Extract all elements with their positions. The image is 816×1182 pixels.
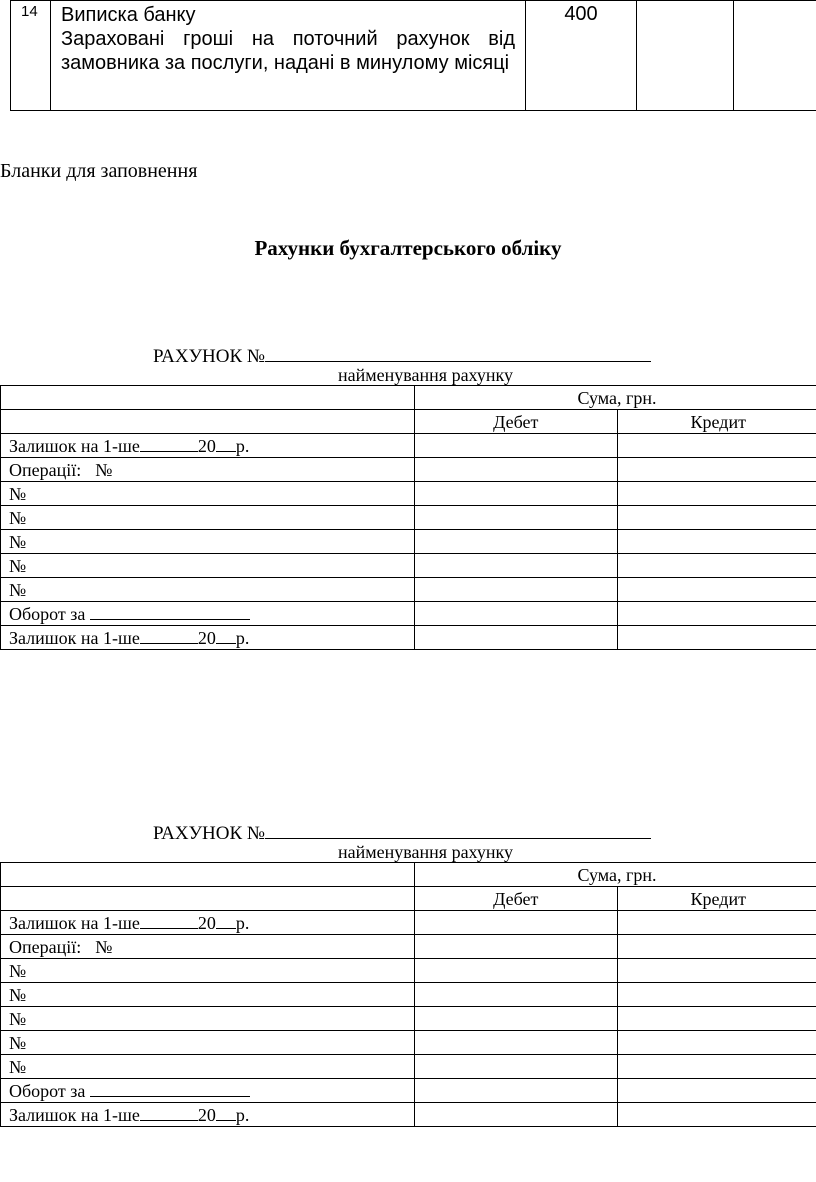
credit-cell[interactable] <box>617 530 816 554</box>
header-empty-cell <box>1 410 415 434</box>
table-row <box>1 386 816 410</box>
credit-cell[interactable] <box>617 578 816 602</box>
debit-header: Дебет <box>415 410 618 434</box>
table-row <box>1 578 816 602</box>
header-empty-cell <box>1 386 415 410</box>
debit-cell[interactable] <box>415 626 618 650</box>
transactions-table <box>10 0 816 111</box>
debit-cell[interactable] <box>415 434 618 458</box>
ledger-table <box>0 385 816 650</box>
ledger-table <box>0 862 816 1127</box>
debit-cell[interactable] <box>415 578 618 602</box>
row-number: 14 <box>11 1 51 111</box>
credit-cell[interactable] <box>617 458 816 482</box>
debit-cell[interactable] <box>415 911 618 935</box>
table-row <box>1 1031 816 1055</box>
operations-label: Операції: № <box>1 458 415 482</box>
debit-cell[interactable] <box>415 1055 618 1079</box>
operation-number: № <box>1 506 415 530</box>
operation-number: № <box>1 482 415 506</box>
table-row <box>1 863 816 887</box>
credit-cell[interactable] <box>617 1103 816 1127</box>
debit-cell[interactable] <box>415 1079 618 1103</box>
debit-cell[interactable] <box>415 554 618 578</box>
credit-cell[interactable] <box>617 482 816 506</box>
table-row <box>11 1 816 111</box>
table-row <box>1 506 816 530</box>
credit-cell[interactable] <box>617 602 816 626</box>
credit-cell[interactable] <box>617 1031 816 1055</box>
header-empty-cell <box>1 887 415 911</box>
credit-header: Кредит <box>617 410 816 434</box>
operation-number: № <box>1 983 415 1007</box>
row-title: Виписка банку <box>61 4 196 26</box>
account-label: РАХУНОК № <box>153 346 266 367</box>
table-row <box>1 530 816 554</box>
operations-label: Операції: № <box>1 935 415 959</box>
operation-number: № <box>1 1055 415 1079</box>
page-heading: Рахунки бухгалтерського обліку <box>254 236 562 260</box>
table-row <box>1 458 816 482</box>
table-row <box>1 482 816 506</box>
table-row <box>1 887 816 911</box>
operation-number: № <box>1 959 415 983</box>
debit-cell[interactable] <box>415 506 618 530</box>
table-row <box>1 1079 816 1103</box>
table-row <box>1 911 816 935</box>
row-description-cell <box>51 1 526 111</box>
debit-cell[interactable] <box>415 983 618 1007</box>
closing-balance-label: Залишок на 1-ше 20 р. <box>1 1103 415 1127</box>
table-row <box>1 1055 816 1079</box>
credit-cell[interactable] <box>617 935 816 959</box>
turnover-label: Оборот за <box>1 602 415 626</box>
table-row <box>1 554 816 578</box>
closing-balance-label: Залишок на 1-ше 20 р. <box>1 626 415 650</box>
operation-number: № <box>1 1031 415 1055</box>
debit-cell[interactable] <box>415 1103 618 1127</box>
debit-cell[interactable] <box>415 482 618 506</box>
account-label: РАХУНОК № <box>153 823 266 844</box>
sum-header: Сума, грн. <box>415 386 816 410</box>
opening-balance-label: Залишок на 1-ше 20 р. <box>1 434 415 458</box>
debit-cell[interactable] <box>415 530 618 554</box>
credit-cell[interactable] <box>617 983 816 1007</box>
debit-cell[interactable] <box>415 1007 618 1031</box>
table-row <box>1 602 816 626</box>
credit-header: Кредит <box>617 887 816 911</box>
table-row <box>1 959 816 983</box>
opening-balance-label: Залишок на 1-ше 20 р. <box>1 911 415 935</box>
table-row <box>1 626 816 650</box>
credit-cell[interactable] <box>617 506 816 530</box>
debit-cell[interactable] <box>415 935 618 959</box>
sum-header: Сума, грн. <box>415 863 816 887</box>
debit-cell[interactable] <box>415 1031 618 1055</box>
credit-cell[interactable] <box>617 959 816 983</box>
account-number-blank[interactable] <box>265 820 651 839</box>
debit-cell[interactable] <box>415 959 618 983</box>
forms-caption: Бланки для заповнення <box>0 160 198 182</box>
account-name-hint: найменування рахунку <box>338 365 513 385</box>
operation-number: № <box>1 578 415 602</box>
account-name-hint: найменування рахунку <box>338 842 513 862</box>
credit-cell[interactable] <box>617 911 816 935</box>
table-row <box>1 1103 816 1127</box>
row-empty-cell <box>734 1 816 111</box>
table-row <box>1 983 816 1007</box>
table-row <box>1 935 816 959</box>
table-row <box>1 1007 816 1031</box>
debit-cell[interactable] <box>415 458 618 482</box>
credit-cell[interactable] <box>617 626 816 650</box>
operation-number: № <box>1 554 415 578</box>
row-description: Зараховані гроші на поточний рахунок від замовника за послуги, надані в минулому місяці <box>61 28 515 74</box>
table-row <box>1 410 816 434</box>
credit-cell[interactable] <box>617 554 816 578</box>
credit-cell[interactable] <box>617 1079 816 1103</box>
row-amount: 400 <box>526 1 637 111</box>
credit-cell[interactable] <box>617 1007 816 1031</box>
table-row <box>1 434 816 458</box>
account-number-blank[interactable] <box>265 343 651 362</box>
credit-cell[interactable] <box>617 1055 816 1079</box>
credit-cell[interactable] <box>617 434 816 458</box>
turnover-label: Оборот за <box>1 1079 415 1103</box>
operation-number: № <box>1 1007 415 1031</box>
debit-header: Дебет <box>415 887 618 911</box>
header-empty-cell <box>1 863 415 887</box>
row-empty-cell <box>637 1 734 111</box>
operation-number: № <box>1 530 415 554</box>
debit-cell[interactable] <box>415 602 618 626</box>
